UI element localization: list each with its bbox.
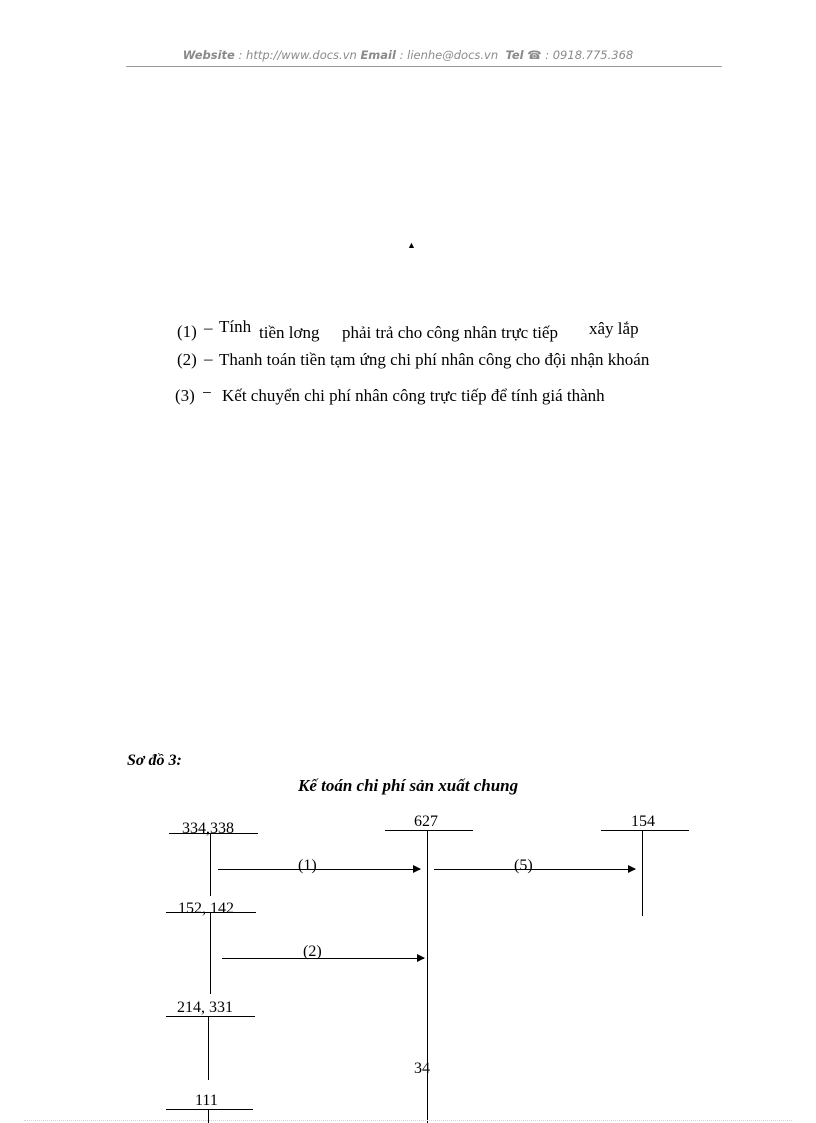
legend-item-1-text-c: phải trả cho công nhân trực tiếp xyxy=(342,323,558,342)
tel-value: ☎ : 0918.775.368 xyxy=(527,48,634,62)
arrow-2 xyxy=(222,958,424,959)
arrow-5-label: (5) xyxy=(514,857,533,874)
legend-item-3-number: (3) xyxy=(175,386,195,405)
account-334-338: 334,338 xyxy=(182,820,234,837)
tel-label: Tel xyxy=(505,48,524,62)
diagram-title: Kế toán chi phí sản xuất chung xyxy=(298,776,519,795)
arrow-1 xyxy=(218,869,420,870)
diagram-label: Sơ đồ 3: xyxy=(127,752,182,769)
legend-item-2-dash: – xyxy=(204,349,213,368)
t-account-627-bar xyxy=(385,830,473,831)
t-account-334-stem xyxy=(210,833,211,896)
website-label: Website xyxy=(182,48,235,62)
t-account-154-bar xyxy=(601,830,689,831)
arrow-5 xyxy=(434,869,635,870)
legend-item-2-text: Thanh toán tiền tạm ứng chi phí nhân công cho đội nhận khoán xyxy=(219,350,650,369)
page-number: 34 xyxy=(414,1060,430,1077)
t-account-334-bar xyxy=(169,833,258,834)
t-account-152-bar xyxy=(166,912,256,913)
arrow-1-label: (1) xyxy=(298,857,317,874)
legend-item-2-number: (2) xyxy=(177,350,197,369)
triangle-icon: ▲ xyxy=(407,240,416,250)
account-627: 627 xyxy=(414,813,438,830)
legend-item-1-dash: – xyxy=(204,318,213,337)
account-214-331: 214, 331 xyxy=(177,999,233,1016)
footer-dotted-rule xyxy=(24,1120,792,1121)
account-111: 111 xyxy=(195,1092,218,1109)
legend-item-3-text: Kết chuyển chi phí nhân công trực tiếp để tính giá thành xyxy=(222,386,605,405)
legend-item-1-text-b: tiền lơng xyxy=(259,323,320,342)
website-value[interactable]: : http://www.docs.vn xyxy=(238,48,357,62)
legend-item-3-dash: − xyxy=(202,383,212,402)
legend-item-1-text-a: Tính xyxy=(219,317,252,336)
arrow-2-label: (2) xyxy=(303,943,322,960)
legend-item-1-number: (1) xyxy=(177,322,197,341)
legend-item-1-text-d: xây lắp xyxy=(589,319,639,338)
email-label: Email xyxy=(360,48,396,62)
t-account-111-bar xyxy=(166,1109,253,1110)
page-header xyxy=(0,48,816,62)
account-152-142: 152, 142 xyxy=(178,900,234,917)
email-value[interactable]: : lienhe@docs.vn xyxy=(399,48,499,62)
t-account-152-stem xyxy=(210,912,211,994)
t-account-154-stem xyxy=(642,830,643,916)
header-rule xyxy=(126,66,722,67)
t-account-627-stem xyxy=(427,830,428,1123)
t-account-214-stem xyxy=(208,1016,209,1080)
account-154: 154 xyxy=(631,813,655,830)
t-account-214-bar xyxy=(166,1016,255,1017)
